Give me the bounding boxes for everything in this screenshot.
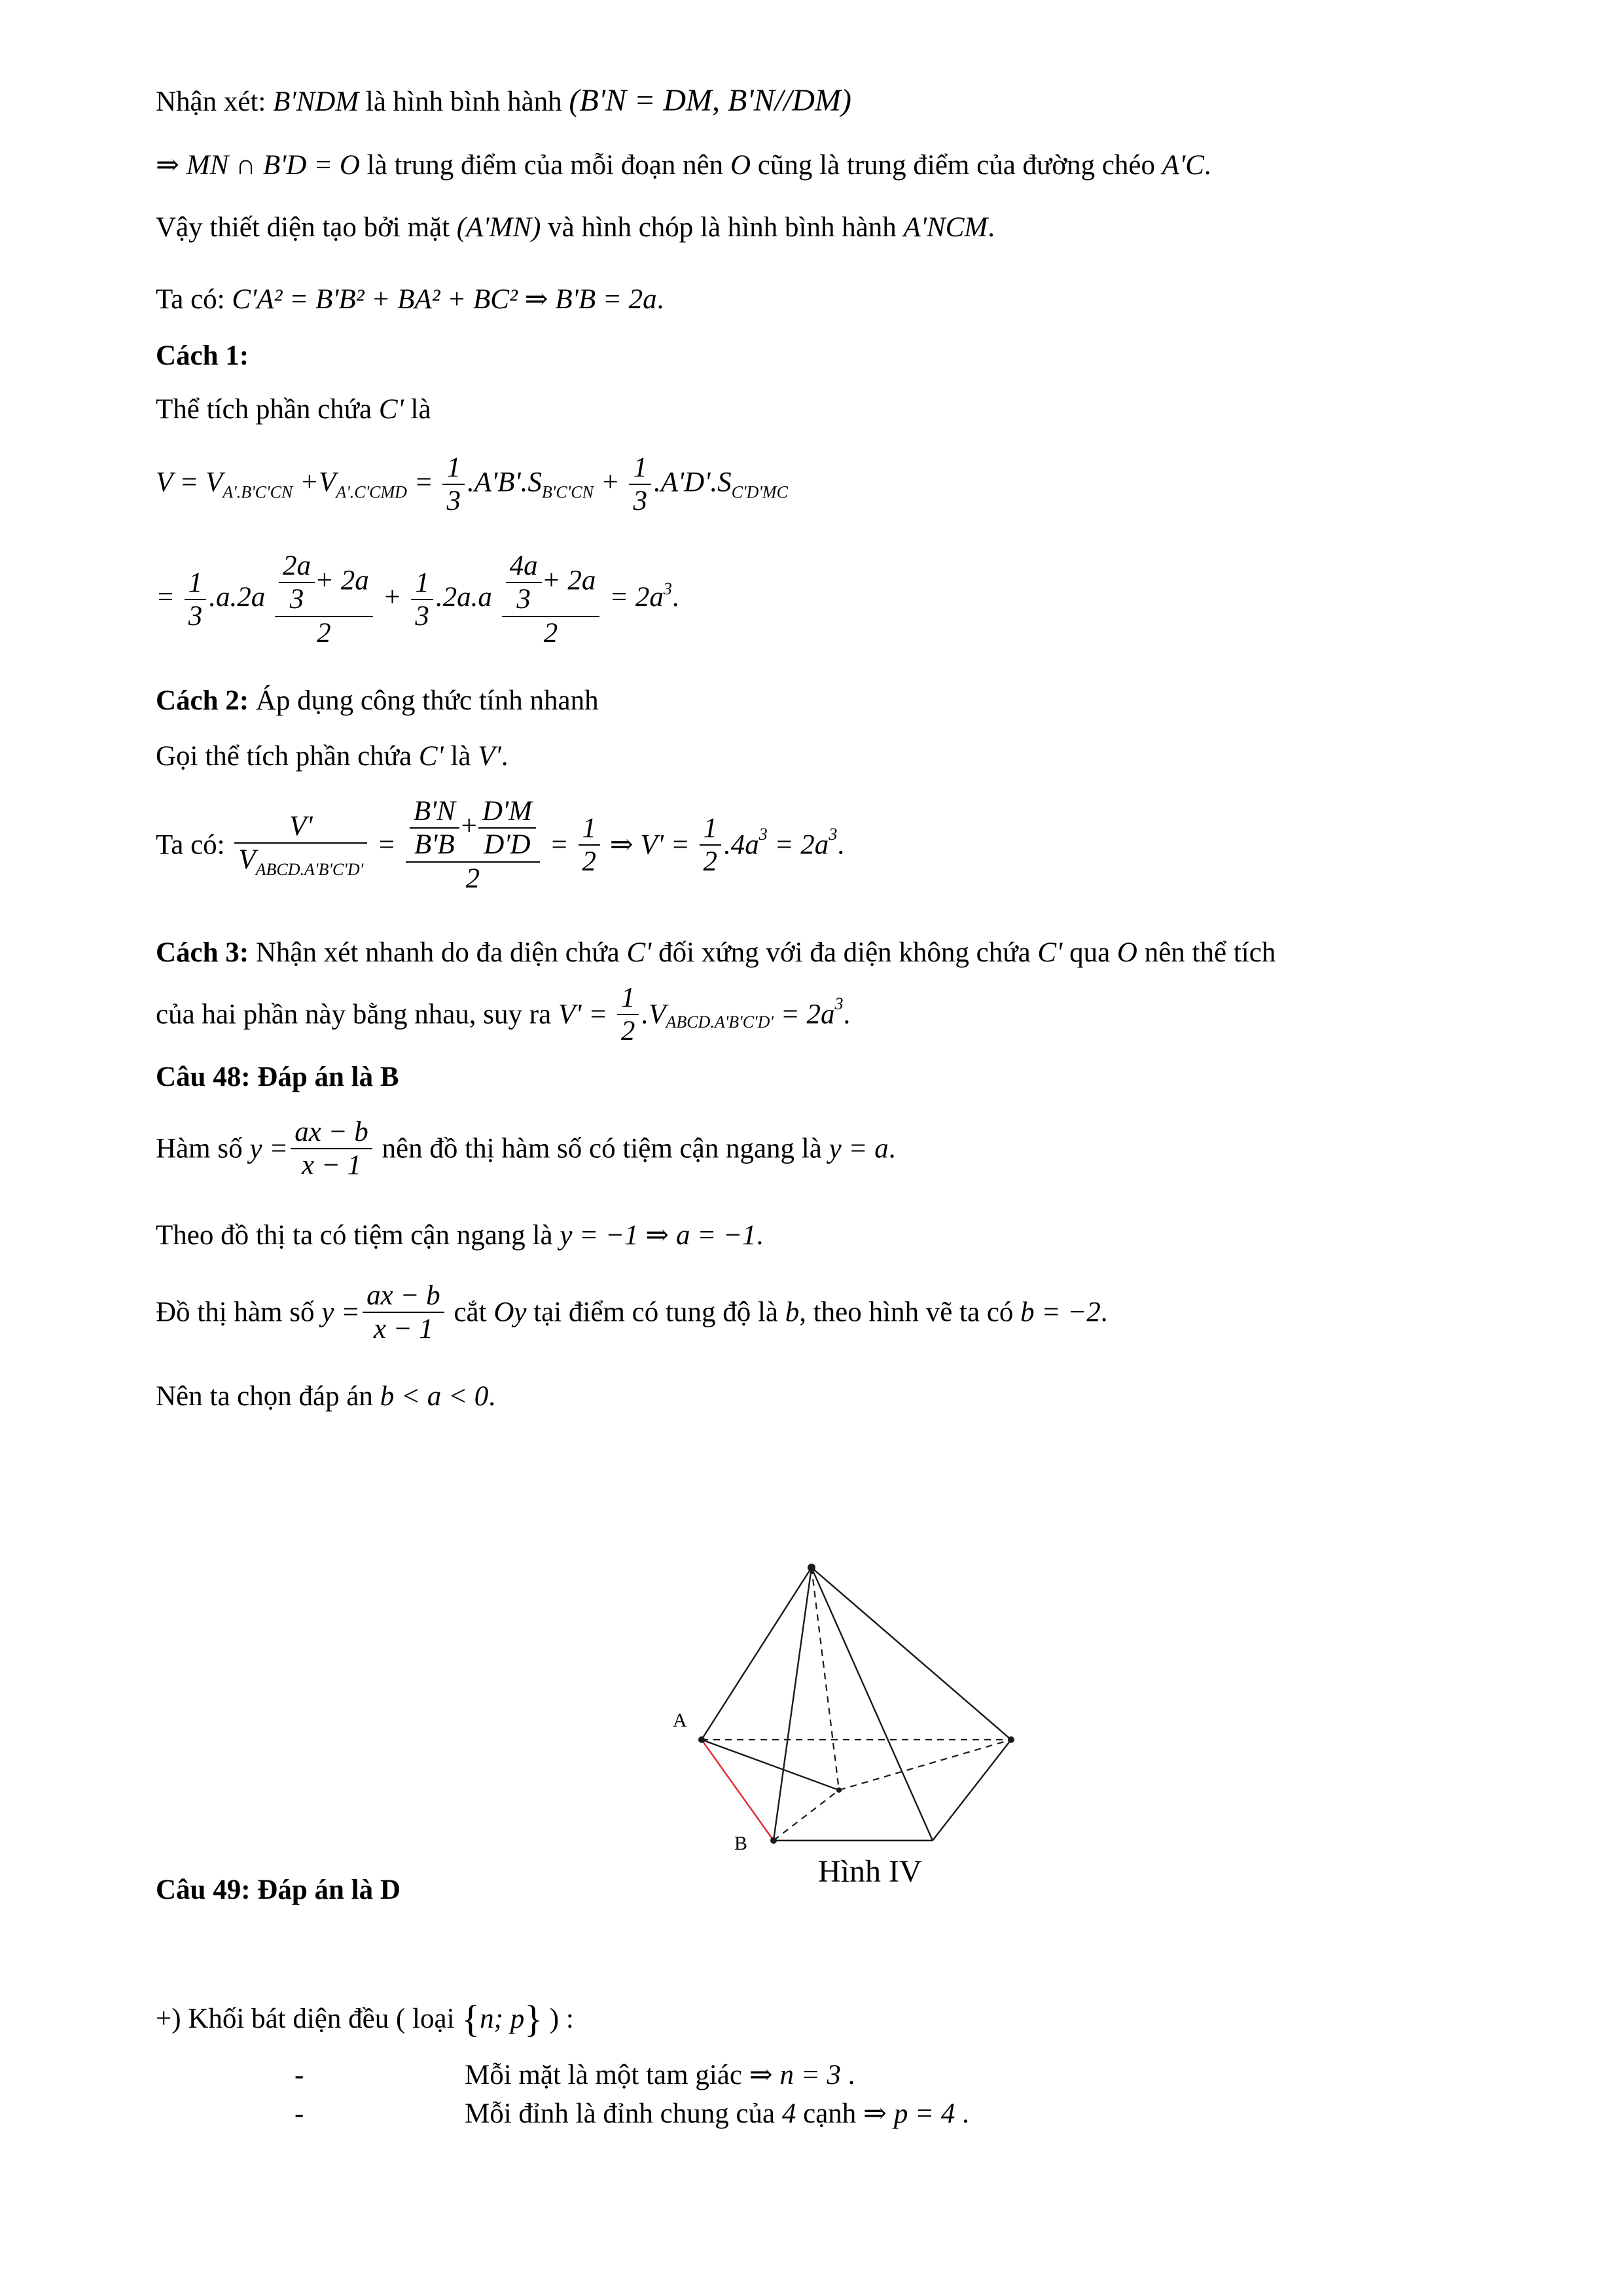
hidden-b-e	[774, 1790, 839, 1840]
pyramid-figure	[654, 1545, 1047, 1885]
edge-s-b	[774, 1568, 812, 1840]
text: Gọi thể tích phần chứa	[156, 741, 412, 772]
text-line-4: Ta có: C'A² = B'B² + BA² + BC² ⇒ B'B = 2a.	[156, 284, 664, 315]
text: là	[410, 394, 431, 425]
math-condition: (B'N = DM, B'N//DM)	[569, 83, 851, 118]
label-nhan-xet: Nhận xét:	[156, 86, 266, 117]
edge-s-d	[812, 1568, 1011, 1740]
hidden-s-h	[812, 1568, 839, 1790]
edge-a-e	[702, 1740, 839, 1790]
heading-cach-2: Cách 2:	[156, 685, 249, 716]
edge-s-c	[812, 1568, 933, 1840]
text-line-14: của hai phần này bằng nhau, suy ra V' = $\frac{1}{2}$ $.V_{ABCD.A'B'C'D'} = 2a^3$.	[156, 982, 851, 1047]
math: ⇒ MN ∩ B'D = O	[156, 150, 360, 181]
math: (A'MN)	[456, 212, 541, 243]
text: Thể tích phần chứa	[156, 394, 372, 425]
math: A'C	[1162, 150, 1204, 181]
text-line-17: Theo đồ thị ta có tiệm cận ngang là y = −1 ⇒ a = −1.	[156, 1220, 764, 1251]
text: Ta có:	[156, 284, 225, 315]
text-cach-3: Cách 3: Nhận xét nhanh do đa diện chứa C' đối xứng với đa diện không chứa C' qua O nên thể tích	[156, 937, 1276, 968]
formula-volume: $V = V_{A'.B'C'CN} +V_{A'.C'CMD}$ = $\frac{1}{3}$ $.A'B'.S_{B'C'CN}$ + $\frac{1}{3}$ $.A'D'.S_{C'D'MC}$	[156, 452, 788, 517]
label-a: A	[673, 1710, 687, 1731]
text: và hình chóp là hình bình hành	[548, 212, 897, 243]
text-line-11: Gọi thể tích phần chứa C' là V'.	[156, 741, 508, 772]
text-cach-2	[156, 684, 599, 718]
heading-cau-48: Câu 48: Đáp án là B	[156, 1062, 399, 1092]
text-line-18: Đồ thị hàm số y = $\frac{ax - b}{x - 1}$ cắt Oy tại điểm có tung độ là b, theo hình vẽ ta có b = −2.	[156, 1280, 1108, 1345]
math: O	[730, 150, 751, 181]
text-line-1	[156, 82, 851, 120]
label-b: B	[734, 1833, 748, 1854]
formula-expansion: = $\frac{1}{3}$ .a.2a $\frac{2a}{3}$ + 2a 2 + $\frac{1}{3}$ .2a.a $\frac{4a}{3}$ + 2a 2 = $2a^3$.	[156, 550, 679, 649]
text: là	[450, 741, 471, 772]
heading-cach-3: Cách 3:	[156, 937, 249, 968]
heading-cach-1: Cách 1:	[156, 340, 249, 371]
math: C'	[378, 394, 404, 425]
text-line-3: Vậy thiết diện tạo bởi mặt (A'MN) và hình chóp là hình bình hành A'NCM.	[156, 212, 995, 243]
text-line-6	[156, 393, 431, 427]
math-bndm: B'NDM	[273, 86, 359, 117]
math: C'	[418, 741, 444, 772]
hidden-e-d	[839, 1740, 1011, 1790]
edge-s-a	[702, 1568, 812, 1740]
figure-caption: Hình IV	[818, 1854, 922, 1885]
text: Vậy thiết diện tạo bởi mặt	[156, 212, 450, 243]
edge-c-d	[933, 1740, 1011, 1840]
text: là trung điểm của mỗi đoạn nên	[366, 150, 724, 181]
text: là hình bình hành	[365, 86, 562, 117]
text-line-21: +) Khối bát diện đều ( loại {n; p} ) :	[156, 1998, 574, 2040]
formula-quick: Ta có: $\frac{V'}{V_{ABCD.A'B'C'D'}}$ = $\frac{B'N}{B'B}$ + $\frac{D'M}{D'D}$ 2 = $\frac{1}{2}$ ⇒ V' = $\frac{1}{2}$ $.4a^3 = 2a^3$.	[156, 796, 845, 894]
text-line-2: ⇒ MN ∩ B'D = O là trung điểm của mỗi đoạn nên O cũng là trung điểm của đường chéo A'C.	[156, 150, 1211, 181]
math: C'A² = B'B² + BA² + BC² ⇒ B'B = 2a	[232, 284, 657, 315]
math: A'NCM	[903, 212, 988, 243]
text: cũng là trung điểm của đường chéo	[757, 150, 1155, 181]
text: Ta có:	[156, 829, 225, 861]
edge-a-b-highlight	[702, 1740, 774, 1840]
text-line-16: Hàm số y = $\frac{ax - b}{x - 1}$ nên đồ thị hàm số có tiệm cận ngang là y = a.	[156, 1117, 896, 1181]
text: Áp dụng công thức tính nhanh	[255, 685, 599, 716]
text-line-19: Nên ta chọn đáp án b < a < 0.	[156, 1381, 495, 1412]
math: V'	[478, 741, 501, 772]
heading-cau-49: Câu 49: Đáp án là D	[156, 1874, 401, 1905]
